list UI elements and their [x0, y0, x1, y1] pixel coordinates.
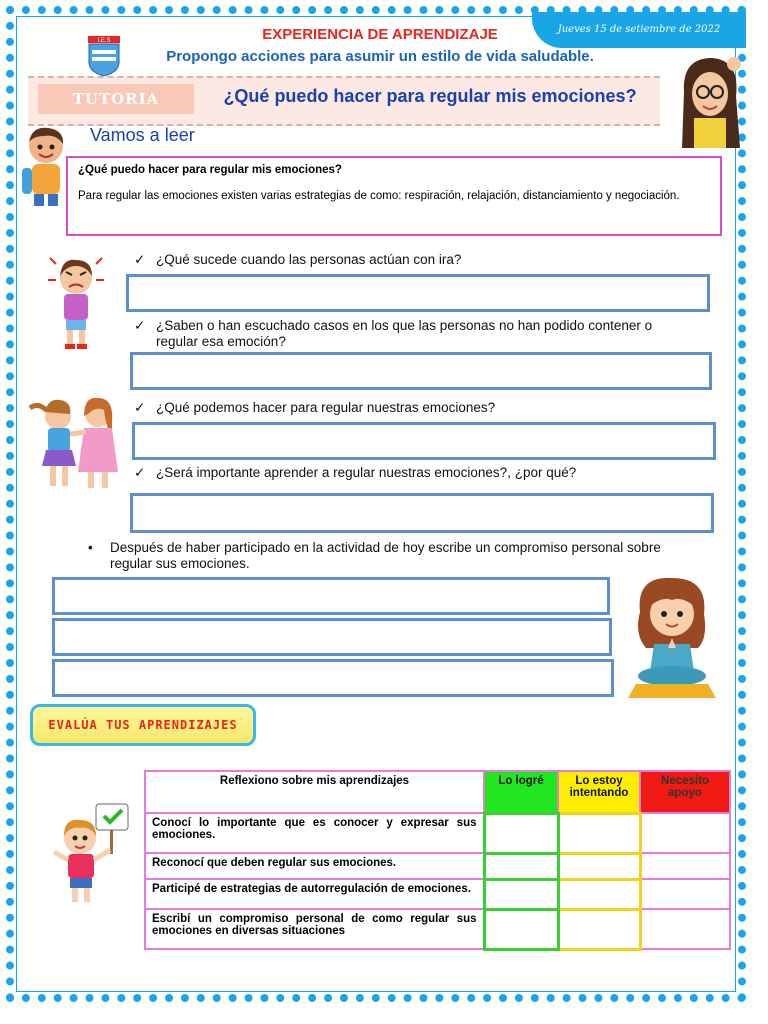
question-2 — [134, 318, 694, 350]
question-4-text: ¿Será importante aprender a regular nuestras emociones?, ¿por qué? — [156, 465, 577, 480]
girls-arguing-illustration — [28, 392, 124, 492]
table-row — [145, 909, 730, 949]
cell-achieved-2[interactable] — [484, 853, 558, 879]
boy-waving-illustration — [20, 122, 72, 206]
commitment-text: Después de haber participado en la actividad de hoy escribe un compromiso personal sobre regular sus emociones. — [110, 540, 661, 571]
check-icon: ✓ — [134, 400, 146, 415]
school-logo — [86, 36, 122, 76]
commitment-line-2[interactable] — [52, 618, 612, 656]
angry-girl-illustration — [46, 250, 106, 350]
criterion-4: Escribí un compromiso personal de como regular sus emociones en diversas situaciones — [145, 909, 484, 949]
logo-text: I.E.S — [97, 38, 111, 44]
girl-with-check-sign-illustration — [44, 802, 134, 906]
commitment-line-3[interactable] — [52, 659, 614, 697]
date-text: Jueves 15 de setiembre de 2022 — [557, 24, 721, 35]
question-1-text: ¿Qué sucede cuando las personas actúan con ira? — [156, 252, 462, 267]
check-icon: ✓ — [134, 252, 146, 267]
page-subtitle: Propongo acciones para asumir un estilo de vida saludable. — [166, 48, 594, 65]
answer-box-1[interactable] — [126, 274, 710, 312]
cell-trying-3[interactable] — [558, 879, 640, 909]
criterion-3: Participé de estrategias de autorregulación de emociones. — [145, 879, 484, 909]
question-4 — [134, 465, 694, 481]
self-assessment-table — [144, 770, 731, 951]
level-need-help-header: Necesito apoyo — [640, 771, 730, 813]
cell-need-help-4[interactable] — [640, 909, 730, 949]
table-row — [145, 853, 730, 879]
criterion-1: Conocí lo importante que es conocer y expresar sus emociones. — [145, 813, 484, 853]
level-trying-header: Lo estoy intentando — [558, 771, 640, 813]
level-achieved-header: Lo logré — [484, 771, 558, 813]
cell-need-help-2[interactable] — [640, 853, 730, 879]
cell-need-help-3[interactable] — [640, 879, 730, 909]
commitment-line-1[interactable] — [52, 577, 610, 615]
reading-box — [66, 156, 722, 236]
banner-question: ¿Qué puedo hacer para regular mis emociones? — [223, 86, 637, 106]
table-row — [145, 813, 730, 853]
reading-heading: ¿Qué puedo hacer para regular mis emociones? — [78, 164, 342, 176]
question-2-text: ¿Saben o han escuchado casos en los que las personas no han podido contener o regular esa emoción? — [156, 318, 653, 349]
check-icon: ✓ — [134, 318, 146, 333]
answer-box-2[interactable] — [130, 352, 712, 390]
cell-trying-2[interactable] — [558, 853, 640, 879]
table-header-criteria: Reflexiono sobre mis aprendizajes — [145, 771, 484, 813]
cell-trying-1[interactable] — [558, 813, 640, 853]
evaluate-learning-button[interactable]: EVALÚA TUS APRENDIZAJES — [30, 704, 256, 746]
cell-trying-4[interactable] — [558, 909, 640, 949]
meditating-girl-illustration — [624, 572, 720, 706]
criterion-2: Reconocí que deben regular sus emociones. — [145, 853, 484, 879]
area-label: TUTORIA — [38, 84, 194, 114]
bullet-icon: • — [88, 540, 93, 555]
cell-achieved-4[interactable] — [484, 909, 558, 949]
teacher-avatar — [676, 52, 746, 148]
cell-achieved-3[interactable] — [484, 879, 558, 909]
check-icon: ✓ — [134, 465, 146, 480]
cell-need-help-1[interactable] — [640, 813, 730, 853]
reading-body: Para regular las emociones existen varias estrategias de como: respiración, relajación, distanciamiento y negociación. — [78, 190, 680, 202]
question-3-text: ¿Qué podemos hacer para regular nuestras emociones? — [156, 400, 496, 415]
commitment-instruction — [88, 540, 698, 572]
answer-box-3[interactable] — [132, 422, 716, 460]
reading-label: Vamos a leer — [90, 125, 195, 145]
table-row — [145, 879, 730, 909]
question-1 — [134, 252, 694, 268]
question-3 — [134, 400, 694, 416]
table-header-row — [145, 771, 730, 813]
page-title: EXPERIENCIA DE APRENDIZAJE — [262, 26, 498, 43]
answer-box-4[interactable] — [130, 493, 714, 533]
cell-achieved-1[interactable] — [484, 813, 558, 853]
